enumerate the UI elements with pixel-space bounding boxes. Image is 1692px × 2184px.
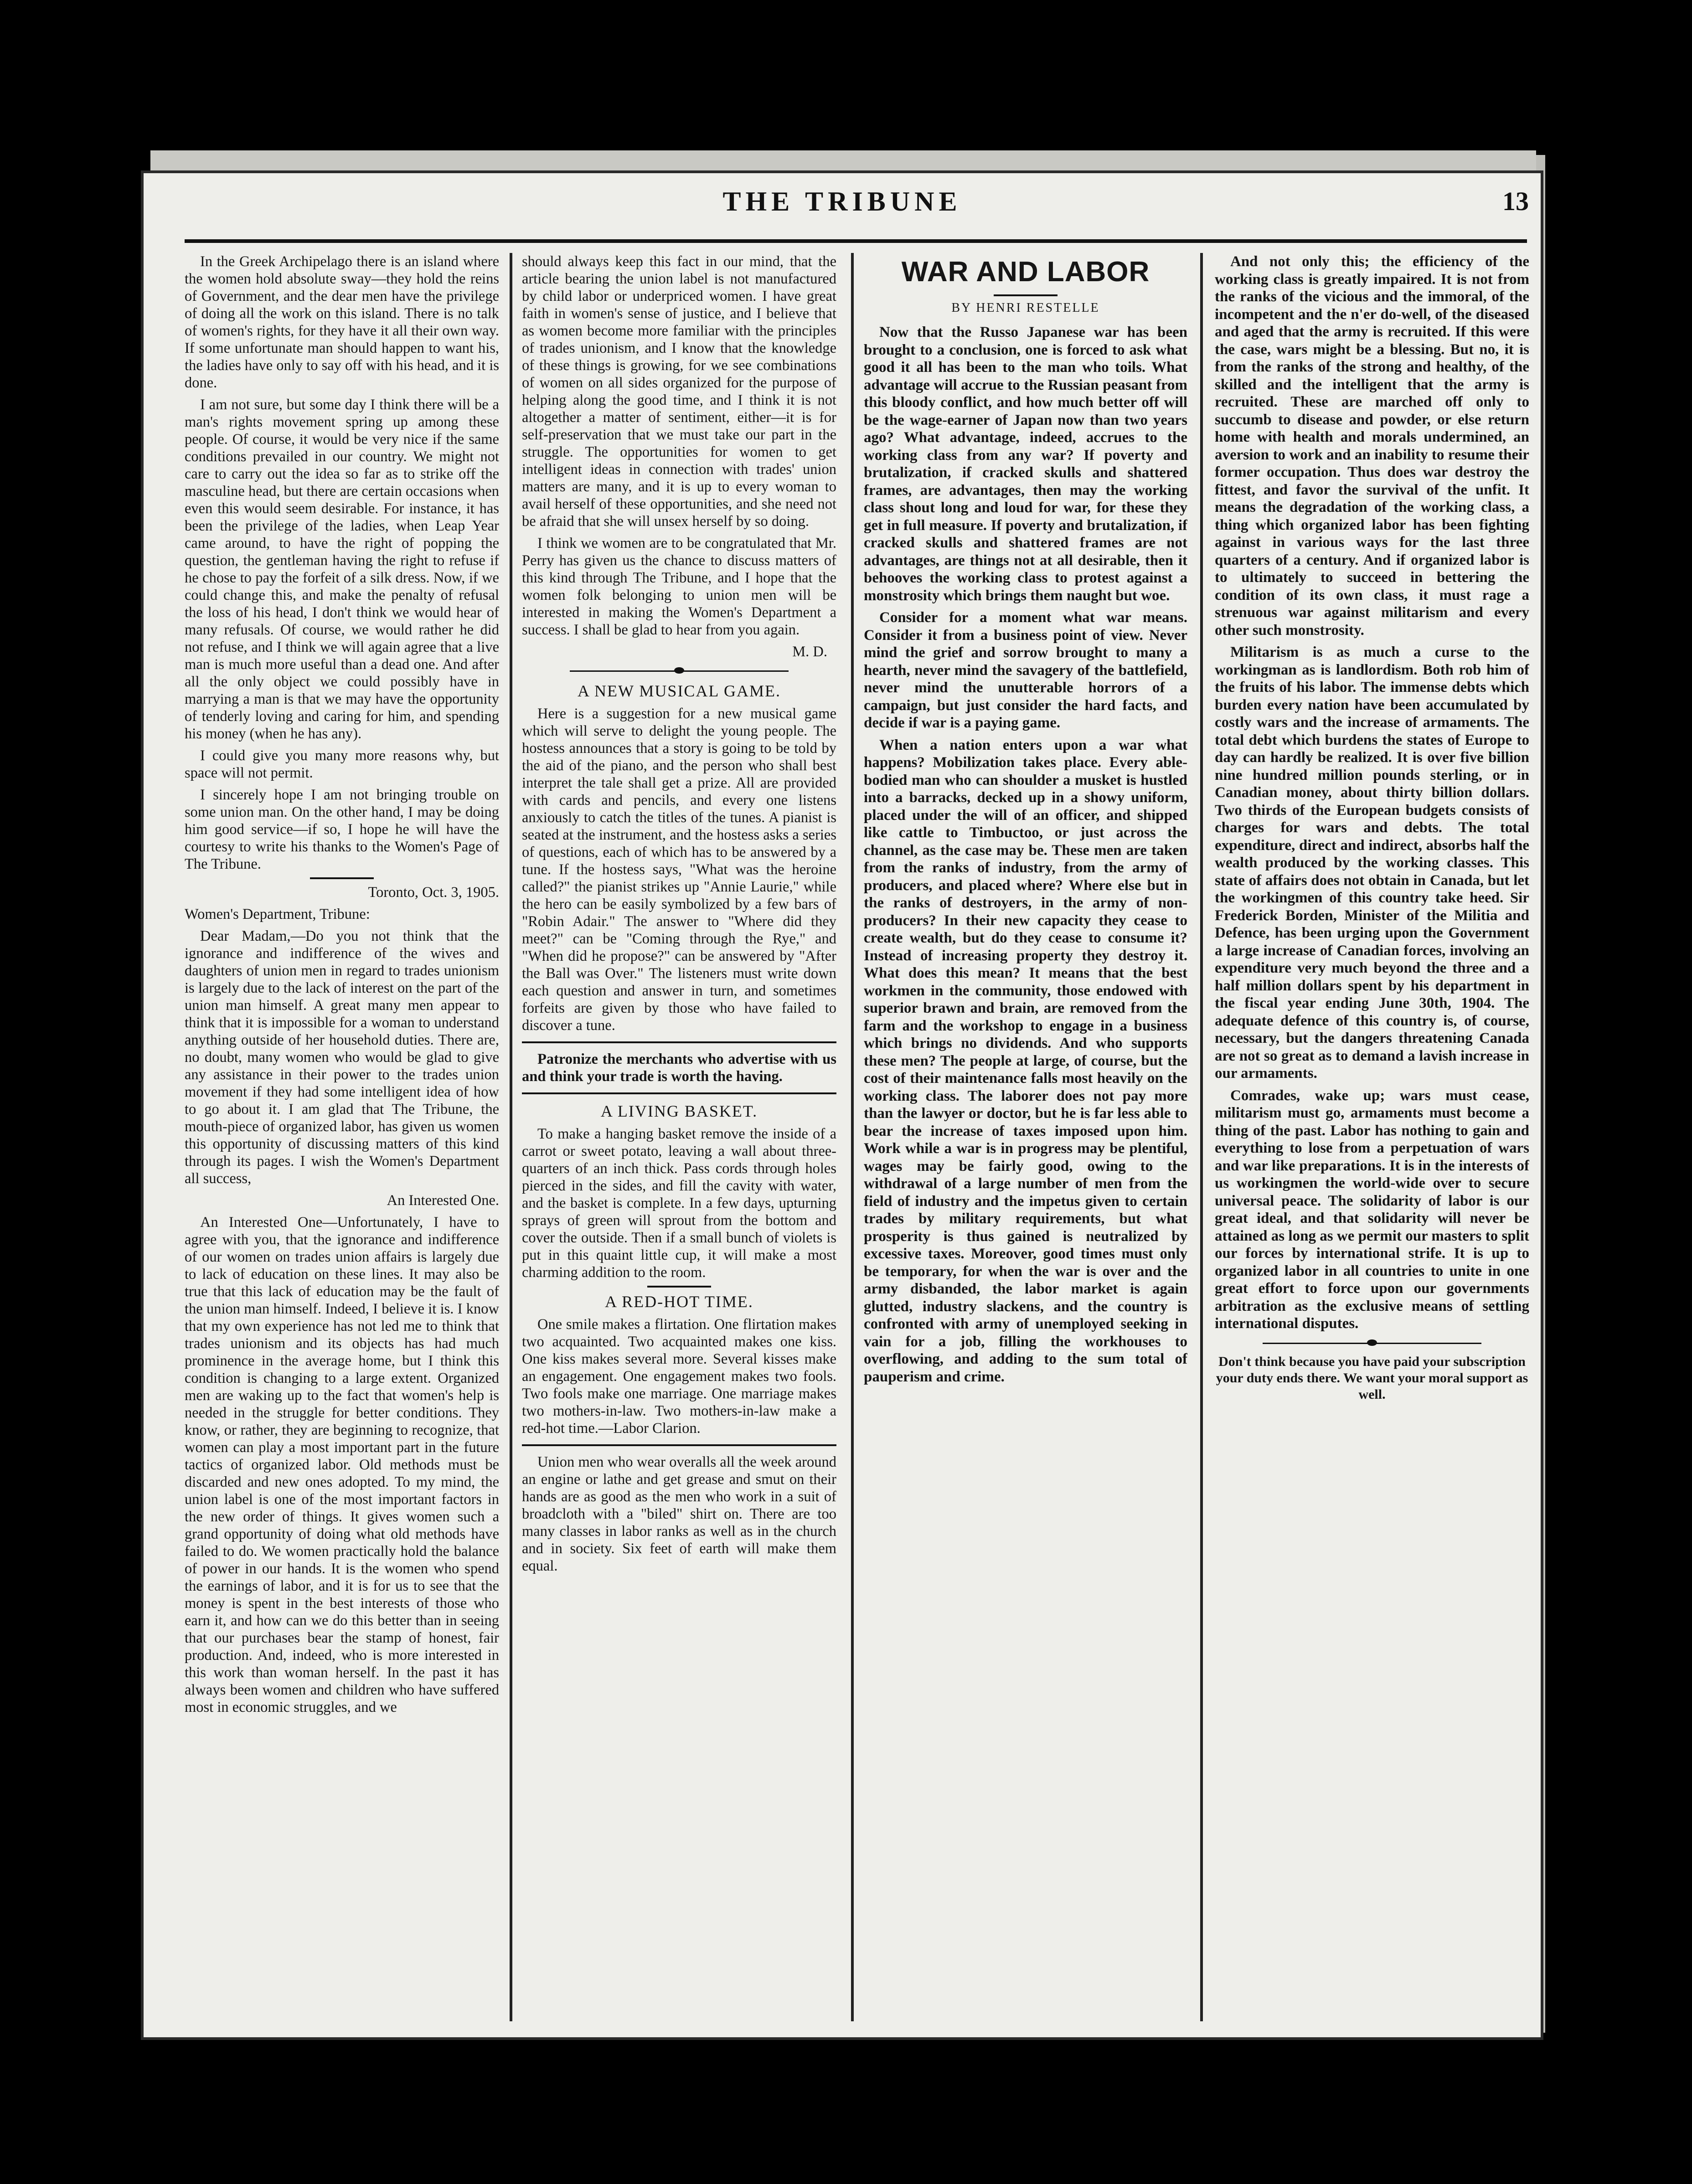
article-byline: BY HENRI RESTELLE <box>951 301 1100 315</box>
letter-body: Dear Madam,—Do you not think that the ignorance and indifference of the wives and daughters of union men in regard to trades unionism is largely due to the lack of interest on the part of the union man himself. A great many men appear to think that it is impossible for a woman to understand anything outside of her household duties. There are, no doubt, many women who would be glad to give any assistance in their power to the trades union movement if they had some intelligent idea of how to go about it. I am glad that The Tribune, the mouth-piece of organized labor, has given us women this opportunity of discussing matters of this kind through its pages. I wish the Women's Department all success, <box>185 928 499 1187</box>
footer-notice: Don't think because you have paid your subscription your duty ends there. We want your moral support as well. <box>1216 1354 1528 1402</box>
divider <box>310 877 374 879</box>
divider <box>647 1286 711 1288</box>
paragraph: When a nation enters upon a war what happens? Mobilization takes place. Every able-bodied man who can shoulder a musket is hustled into a barracks, decked up in a showy uniform, placed under the will of an officer, and shipped like cattle to Timbuctoo, or just across the channel, as the case may be. These men are taken from the ranks of industry, from the army of producers, and placed where? Where else but in the ranks of destroyers, in the army of non-producers? In their new capacity they cease to create wealth, but do they cease to consume it? Instead of increasing property they destroy it. What does this mean? It means that the best workmen in the community, those endowed with superior brawn and brain, are removed from the farm and the workshop to engage in a business which brings no dividends. And who supports these men? The people at large, of course, but the cost of their maintenance falls most heavily on the working class. The laborer does not pay more than the lawyer or doctor, but he is far less able to bear the increase of taxes imposed upon him. Work while a war is in progress may be plentiful, wages may be fairly good, owing to the withdrawal of a large number of men from the field of industry and the impetus given to certain trades by military requirements, but what prosperity is thus gained is neutralized by excessive taxes. Moreover, good times must only be temporary, for when the war is over and the army disbanded, the labor market is again glutted, industry slackens, and the country is confronted with army of unemployed seeking in vain for a job, filling the workhouses to overflowing, and adding to the sum total of pauperism and crime. <box>864 737 1187 1385</box>
divider <box>522 1444 836 1446</box>
newspaper-page <box>144 173 1541 2037</box>
paragraph: To make a hanging basket remove the inside of a carrot or sweet potato, leaving a wall about three-quarters of an inch thick. Pass cords through holes pierced in the sides, and fill the cavity with water, and the basket is complete. In a few days, upturning sprays of green will sprout from the bottom and cover the outside. Then if a small bunch of violets is put in this quaint little cup, it will make a most charming addition to the room. <box>522 1126 836 1281</box>
page-number: 13 <box>1502 186 1529 216</box>
article-headline: WAR AND LABOR <box>901 256 1150 288</box>
section-heading: A NEW MUSICAL GAME. <box>577 682 781 700</box>
section-heading: A LIVING BASKET. <box>600 1102 758 1120</box>
divider <box>522 1041 836 1043</box>
divider <box>522 1092 836 1094</box>
paragraph: Militarism is as much a curse to the workingman as is landlordism. Both rob him of the fruits of his labor. The immense debts which burden every nation have been accumulated by costly wars and the increase of armaments. The total debt which burdens the states of Europe to day can hardly be realized. It is over five billion nine hundred million pounds sterling, or in Canadian money, about thirty billion dollars. Two thirds of the European budgets consists of charges for wars and debts. The total expenditure, direct and indirect, absorbs half the wealth produced by the working classes. This state of affairs does not obtain in Canada, but let the workingmen of this country take heed. Sir Frederick Borden, Minister of the Militia and Defence, has been urging upon the Government a large increase of Canadian forces, involving an expenditure very much beyond the three and a half million dollars spent by his department in the fiscal year ending June 30th, 1904. The adequate defence of this country is, of course, necessary, but the dangers threatening Canada are not so great as to demand a lavish increase in our armaments. <box>1215 644 1529 1082</box>
letter-address: Women's Department, Tribune: <box>185 906 370 922</box>
paragraph: I am not sure, but some day I think there will be a man's rights movement spring up among these people. Of course, it would be very nice if the same conditions prevailed in our country. We might not care to carry out the idea so far as to strike off the masculine head, but there are certain occasions when even this would seem desirable. For instance, it has been the privilege of the ladies, when Leap Year came around, to have the right of popping the question, the gentleman having the right to refuse if he chose to pay the forfeit of a silk dress. Now, if we could change this, and make the penalty of refusal the loss of his head, I don't think we would hear of many refusals. Of course, we would rather he did not refuse, and I think we will again agree that a live man is much more useful than a dead one. And after all the only object we could possibly have in marrying a man is that we may have the opportunity of tenderly loving and caring for him, and spending his money (when he has any). <box>185 397 499 742</box>
ornament-divider <box>1263 1341 1481 1345</box>
paragraph: I sincerely hope I am not bringing trouble on some union man. On the other hand, I may be doing him good service—if so, I hope he will have the courtesy to write his thanks to the Women's Page of The Tribune. <box>185 787 499 872</box>
paragraph: should always keep this fact in our mind, that the article bearing the union label is not manufactured by child labor or underpriced women. I have great faith in women's sense of justice, and I believe that as women become more familiar with the principles of trades unionism, and I know that the knowledge of these things is growing, for we see combinations of women on all sides organized for the purpose of helping along the good time, and I think it is not altogether a matter of sentiment, either—it is for self-preservation that we must take our part in the struggle. The opportunities for women to get intelligent ideas in connection with trades' union matters are many, and it is up to every woman to avail herself of these opportunities, and she need not be afraid that she will unsex herself by so doing. <box>522 253 836 530</box>
letter-dateline: Toronto, Oct. 3, 1905. <box>368 884 499 901</box>
paragraph: I think we women are to be congratulated that Mr. Perry has given us the chance to discuss matters of this kind through The Tribune, and I hope that the women folk belonging to union men will be interested in making the Women's Department a success. I shall be glad to hear from you again. <box>522 535 836 638</box>
section-heading: A RED-HOT TIME. <box>605 1293 753 1311</box>
column-4 <box>1215 253 1529 2026</box>
column-rule-2 <box>851 253 854 2021</box>
column-2 <box>522 253 836 2026</box>
paragraph: Here is a suggestion for a new musical game which will serve to delight the young people. The hostess announces that a story is going to be told by the aid of the piano, and the person who shall best interpret the tale shall get a prize. All are provided with cards and pencils, and every one listens anxiously to catch the titles of the tunes. A pianist is seated at the instrument, and the hostess asks a series of questions, each of which has to be answered by a tune. If the hostess says, "What was the heroine called?" the pianist strikes up "Annie Laurie," while the hero can be easily symbolized by a few bars of "Robin Adair." The answer to "Where did they meet?" can be "Coming through the Rye," and "When did he propose?" can be answered by "After the Ball was Over." The listeners must write down each question and answer in turn, and sometimes forfeits are given by those who have failed to discover a tune. <box>522 706 836 1034</box>
ornament-divider <box>570 669 789 673</box>
paragraph: And not only this; the efficiency of the working class is greatly impaired. It is not from the ranks of the vicious and the immoral, of the incompetent and the n'er do-well, of the diseased and aged that the army is recruited. If this were the case, wars might be a blessing. But no, it is from the ranks of the strong and healthy, of the skilled and the intelligent that the army is recruited. These are marched off only to succumb to disease and powder, or else return home with health and morals undermined, an aversion to work and an inability to resume their former occupation. Thus does war destroy the fittest, and favor the survival of the unfit. It means the degradation of the working class, a thing which organized labor has been fighting against in various ways for the last three quarters of a century. And if organized labor is to ultimately to succeed in bettering the condition of its own class, it must rage a strenuous war against militarism and every other such monstrosity. <box>1215 253 1529 639</box>
paragraph: Comrades, wake up; wars must cease, militarism must go, armaments must become a thing of the past. Labor has nothing to gain and everything to lose from a perpetuation of wars and war like preparations. It is in the interests of us workingmen the world-wide over to secure universal peace. The solidarity of labor is our great ideal, and that solidarity will never be attained as long as we permit our masters to split our forces by international strife. It is up to organized labor in all countries to unite in one great effort to force upon our governments arbitration as the exclusive means of settling international disputes. <box>1215 1087 1529 1332</box>
letter-signoff: An Interested One. <box>387 1192 499 1209</box>
paragraph: Now that the Russo Japanese war has been brought to a conclusion, one is forced to ask what good it all has been to the man who toils. What advantage will accrue to the Russian peasant from this bloody conflict, and how much better off will be the wage-earner of Japan now than two years ago? What advantage, indeed, accrues to the working class from any war? If poverty and brutalization, if cracked skulls and shattered frames, are advantages, then may the working class shout long and loud for war, for these they get in full measure. If poverty and brutalization, if cracked skulls and shattered frames are not advantages, are things not at all desirable, then it behooves the working class to protest against a monstrosity which brings them naught but woe. <box>864 324 1187 604</box>
paragraph: Consider for a moment what war means. Consider it from a business point of view. Never mind the grief and sorrow brought to many a hearth, never mind the savagery of the battlefield, never mind the unutterable horrors of a campaign, but just consider the hard facts, and decide if war is a paying game. <box>864 609 1187 731</box>
column-rule-1 <box>510 253 512 2021</box>
paragraph: In the Greek Archipelago there is an island where the women hold absolute sway—they hold the reins of Government, and the dear men have the privilege of doing all the work on this island. There is no talk of women's rights, for they have it all their own way. If some unfortunate man should happen to want his, the ladies have only to say off with his head, and it is done. <box>185 253 499 391</box>
divider <box>994 294 1058 296</box>
reply-paragraph: An Interested One—Unfortunately, I have to agree with you, that the ignorance and indifference of our women on trades union affairs is largely due to lack of education on these lines. It may also be true that this lack of education may be the fault of the union man himself. Indeed, I believe it is. I know that my own experience has not led me to think that trades unionism and its objects has had much prominence in the average home, but I think this condition is changing to a large extent. Organized men are waking up to the fact that women's help is needed in the struggle for better conditions. They know, or rather, they are beginning to recognize, that women can play a most important part in the future tactics of organized labor. Old methods must be discarded and new ones adopted. To my mind, the union label is one of the most important factors in the new order of things. It gives women such a grand opportunity of doing what old methods have failed to do. We women practically hold the balance of power in our hands. It is the women who spend the earnings of labor, and it is for us to see that the money is spent in the best interests of those who earn it, and how can we do this better than in seeing that our purchases bear the stamp of honest, fair production. And, indeed, who is more interested in this work than woman herself. In the past it has always been women and children who have suffered most in economic struggles, and we <box>185 1214 499 1715</box>
column-1 <box>185 253 499 2026</box>
paragraph: Union men who wear overalls all the week around an engine or lathe and get grease and smut on their hands are as good as the men who work in a suit of broadcloth with a "biled" shirt on. There are too many classes in labor ranks as well as in the church and in society. Six feet of earth will make them equal. <box>522 1454 836 1574</box>
masthead-rule <box>185 239 1527 243</box>
notice-text: Patronize the merchants who advertise with us and think your trade is worth the having. <box>522 1051 836 1085</box>
paragraph: One smile makes a flirtation. One flirtation makes two acquainted. Two acquainted makes one kiss. One kiss makes several more. Several kisses make an engagement. One engagement makes two fools. Two fools make one marriage. One marriage makes two mothers-in-law. Two mothers-in-law make a red-hot time.—Labor Clarion. <box>522 1316 836 1437</box>
masthead-title: THE TRIBUNE <box>722 186 962 216</box>
paragraph: I could give you many more reasons why, but space will not permit. <box>185 747 499 781</box>
column-3 <box>864 253 1187 2026</box>
column-rule-3 <box>1200 253 1203 2021</box>
initials-signature: M. D. <box>792 644 827 660</box>
